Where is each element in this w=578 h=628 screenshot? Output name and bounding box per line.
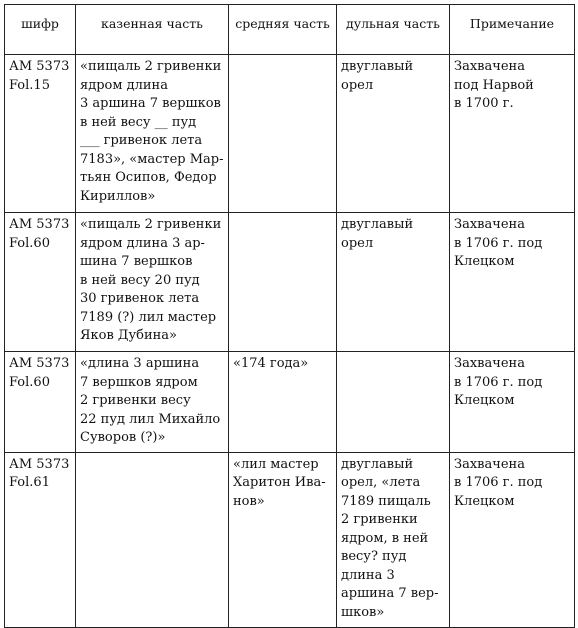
cell-muzzle [337,352,450,453]
cell-middle [229,55,337,213]
cell-code: АМ 5373 Fol.15 [5,55,76,213]
header-middle: средняя часть [229,5,337,55]
cell-muzzle: двуглавый орел [337,213,450,352]
cell-code: АМ 5373 Fol.61 [5,452,76,627]
cell-note: Захвачена в 1706 г. под Клецком [450,352,575,453]
cell-note: Захвачена в 1706 г. под Клецком [450,452,575,627]
cell-middle: «лил мастер Харитон Ива- нов» [229,452,337,627]
cell-breech [76,452,229,627]
cell-muzzle: двуглавый орел, «лета 7189 пищаль 2 гривенки ядром, в ней весу? пуд длина 3 аршина 7 вер- шков» [337,452,450,627]
header-row [5,5,575,55]
table-row [5,213,575,352]
table-row [5,55,575,213]
cell-middle [229,213,337,352]
header-breech: казенная часть [76,5,229,55]
cell-code: АМ 5373 Fol.60 [5,352,76,453]
header-code: шифр [5,5,76,55]
table-row [5,352,575,453]
header-muzzle: дульная часть [337,5,450,55]
cell-note: Захвачена под Нарвой в 1700 г. [450,55,575,213]
cell-breech: «пищаль 2 гривенки ядром длина 3 аршина 7 вершков в ней весу __ пуд ___ гривенок лета 7183», «мастер Мар- тьян Осипов, Федор Кириллов» [76,55,229,213]
artillery-table [4,4,575,628]
cell-note: Захвачена в 1706 г. под Клецком [450,213,575,352]
cell-breech: «длина 3 аршина 7 вершков ядром 2 гривенки весу 22 пуд лил Михайло Суворов (?)» [76,352,229,453]
cell-middle: «174 года» [229,352,337,453]
table-row [5,452,575,627]
cell-breech: «пищаль 2 гривенки ядром длина 3 ар- шина 7 вершков в ней весу 20 пуд 30 гривенок лета 7189 (?) лил мастер Яков Дубина» [76,213,229,352]
cell-code: АМ 5373 Fol.60 [5,213,76,352]
cell-muzzle: двуглавый орел [337,55,450,213]
header-note: Примечание [450,5,575,55]
